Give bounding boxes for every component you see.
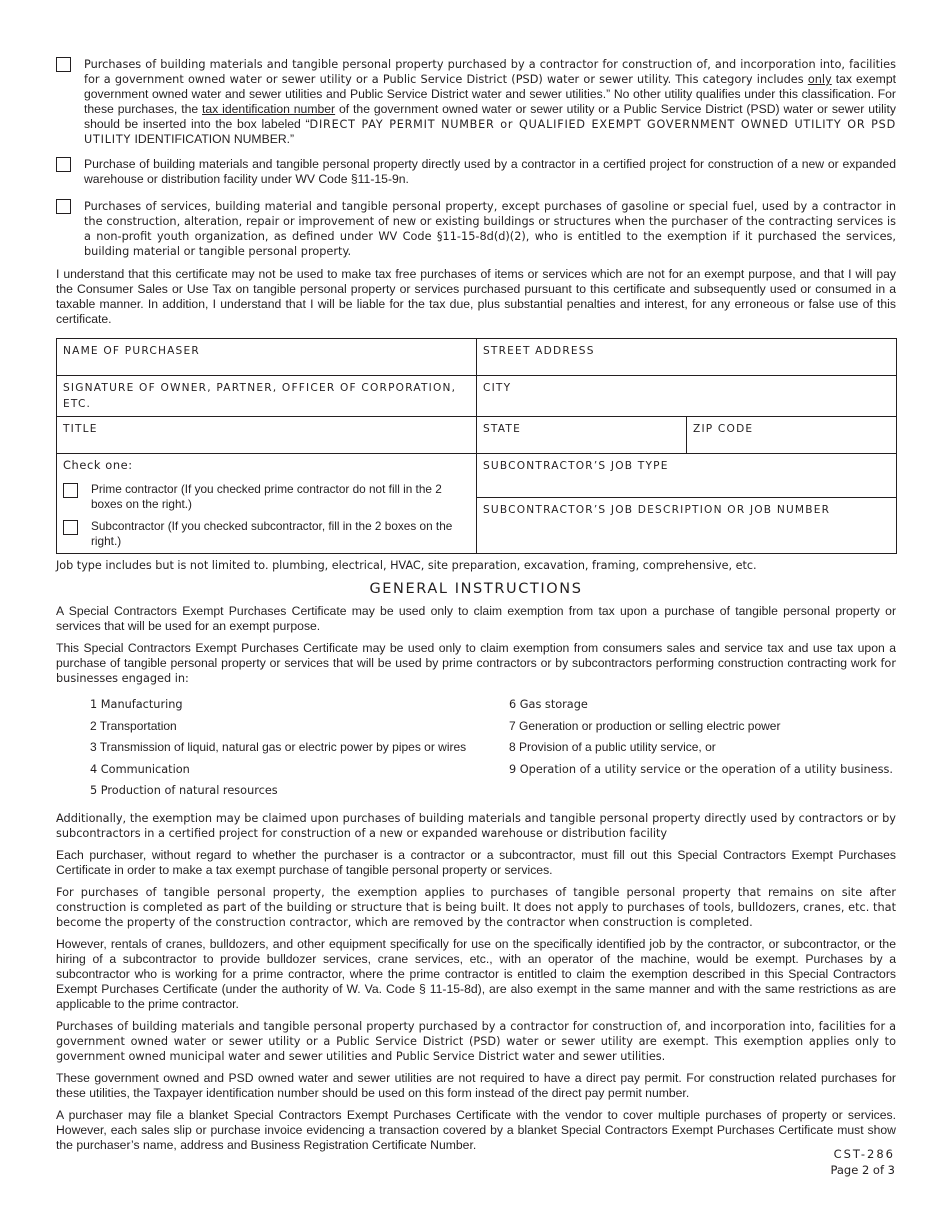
business-item: 2 Transportation [90,718,177,733]
instructions-paragraph-2: This Special Contractors Exempt Purchases Certificate may be used only to claim exemption from consumers sales and service tax and use tax upon a purchase of tangible personal property or services that will be used by prime contractors or by subcontractors performing construction contracting work for businesses engaged in: [56,641,896,685]
instructions-paragraph-7: Purchases of building materials and tangible personal property purchased by a contractor for construction of, and incorporation into, facilities for a government owned water or sewer utility or a Public Service District (PSD) water or sewer utility are exempt. This exemption applies only to government owned municipal water and sewer utilities and Public Service District water and sewer utilities. [56,1019,896,1063]
business-type-list [90,697,896,805]
form-number: CST-286 [833,1147,895,1161]
exemption-checkbox-2[interactable] [56,157,71,172]
exemption-option-psd-utility: Purchases of building materials and tangible personal property purchased by a contractor for construction of, and incorporation into, facilities for a government owned water or sewer utility or a Public Service District (PSD) water or sewer utility. This category includes only tax exempt government owned water and sewer utilities and Public Service District water and sewer utilities.” No other utility qualifies under this classification. For these purchases, the tax identification number of the government owned water or sewer utility or a Public Service District (PSD) water or sewer utility should be inserted into the box labeled “DIRECT PAY PERMIT NUMBER or QUALIFIED EXEMPT GOVERNMENT OWNED UTILITY OR PSD UTILITY IDENTIFICATION NUMBER.” [56,57,896,147]
business-item: 6 Gas storage [509,698,588,711]
check-one-label: Check one: [63,458,133,472]
business-item: 4 Communication [90,762,190,776]
instructions-paragraph-8: These government owned and PSD owned water and sewer utilities are not required to have a direct pay permit. For construction related purchases for these utilities, the Taxpayer identification number should be used on this form instead of the direct pay permit number. [56,1070,896,1100]
exemption-checkbox-3[interactable] [56,199,71,214]
prime-contractor-option[interactable]: Prime contractor (If you checked prime contractor do not fill in the 2 boxes on the right.) [63,482,470,512]
title-field[interactable]: TITLE [57,417,477,454]
subcontractor-checkbox[interactable] [63,520,78,535]
signature-field[interactable]: SIGNATURE OF OWNER, PARTNER, OFFICER OF CORPORATION, ETC. [57,376,477,417]
street-address-field[interactable]: STREET ADDRESS [477,339,897,376]
subcontractor-job-description-field[interactable]: SUBCONTRACTOR’S JOB DESCRIPTION OR JOB NUMBER [477,497,897,553]
page-content [56,57,896,1160]
instructions-paragraph-9: A purchaser may file a blanket Special Contractors Exempt Purchases Certificate with the vendor to cover multiple purchases of property or services. However, each sales slip or purchase invoice evidencing a transaction covered by a blanket Special Contractors Exempt Purchases Certificate must show the purchaser’s name, address and Business Registration Certificate Number. [56,1107,896,1152]
exemption-option-warehouse: Purchase of building materials and tangible personal property directly used by a contractor in a certified project for construction of a new or expanded warehouse or distribution facility under WV Code §11-15-9n. [56,157,896,187]
exemption-option-youth-org: Purchases of services, building material and tangible personal property, except purchases of gasoline or special fuel, used by a contractor in the construction, alteration, repair or improvement of new or existing buildings or structures when the purchaser of the contracting services is a non-profit youth organization, as defined under WV Code §11-15-8d(d)(2), who is entitled to the exemption if it purchased the services, building material or tangible personal property. [56,199,896,259]
zip-code-field[interactable]: ZIP CODE [687,417,897,454]
instructions-paragraph-5: For purchases of tangible personal property, the exemption applies to purchases of tangible personal property that remains on site after construction is completed as part of the building or structure that is being built. It does not apply to purchases of tools, bulldozers, cranes, etc. that become the property of the construction contractor, which are removed by the contractor when construction is completed. [56,885,896,929]
general-instructions-heading: GENERAL INSTRUCTIONS [369,581,583,597]
page-footer [830,1146,895,1178]
instructions-paragraph-6: However, rentals of cranes, bulldozers, and other equipment specifically for use on the specifically identified job by the contractor, or subcontractor, or the hiring of a subcontractor to provide bulldozer services, crane services, etc., with an operator of the machine, would be exempt. Purchases by a subcontractor who is working for a prime contractor, where the prime contractor is entitled to claim the exemption described in this Special Contractors Exempt Purchases Certificate (under the authority of W. Va. Code § 11-15-8d), are also exempt in the same manner and with the same restrictions as are applicable to the prime contractor. [56,936,896,1011]
purchaser-info-form [56,338,897,554]
subcontractor-job-type-field[interactable]: SUBCONTRACTOR’S JOB TYPE [477,454,897,498]
job-type-note: Job type includes but is not limited to. plumbing, electrical, HVAC, site preparation, excavation, framing, comprehensive, etc. [56,559,757,572]
page-number: Page 2 of 3 [830,1163,895,1177]
subcontractor-option[interactable]: Subcontractor (If you checked subcontractor, fill in the 2 boxes on the right.) [63,519,470,549]
city-field[interactable]: CITY [477,376,897,417]
instructions-paragraph-3: Additionally, the exemption may be claimed upon purchases of building materials and tangible personal property directly used by contractors or by subcontractors in a certified project for construction of a new or expanded warehouse or distribution facility [56,811,896,840]
business-item: 1 Manufacturing [90,698,183,711]
contractor-type-selector [57,454,477,554]
business-item: 8 Provision of a public utility service, or [509,740,716,754]
instructions-paragraph-1: A Special Contractors Exempt Purchases Certificate may be used only to claim exemption from tax upon a purchase of tangible personal property or services that will be used for an exempt purpose. [56,604,896,633]
prime-contractor-checkbox[interactable] [63,483,78,498]
certification-statement: I understand that this certificate may not be used to make tax free purchases of items or services which are not for an exempt purpose, and that I will pay the Consumer Sales or Use Tax on tangible personal property or services purchased pursuant to this certificate and subsequently used or consumed in a taxable manner. In addition, I understand that I will be liable for the tax due, plus substantial penalties and interest, for any erroneous or false use of this certificate. [56,267,896,326]
state-field[interactable]: STATE [477,417,687,454]
exemption-checkbox-1[interactable] [56,57,71,72]
business-item: 9 Operation of a utility service or the operation of a utility business. [509,762,893,776]
business-item: 3 Transmission of liquid, natural gas or electric power by pipes or wires [90,740,467,754]
instructions-paragraph-4: Each purchaser, without regard to whether the purchaser is a contractor or a subcontractor, must fill out this Special Contractors Exempt Purchases Certificate in order to make a tax exempt purchase of tangible personal property or services. [56,847,896,877]
business-item: 5 Production of natural resources [90,784,278,797]
business-item: 7 Generation or production or selling electric power [509,718,781,733]
name-of-purchaser-field[interactable]: NAME OF PURCHASER [57,339,477,376]
